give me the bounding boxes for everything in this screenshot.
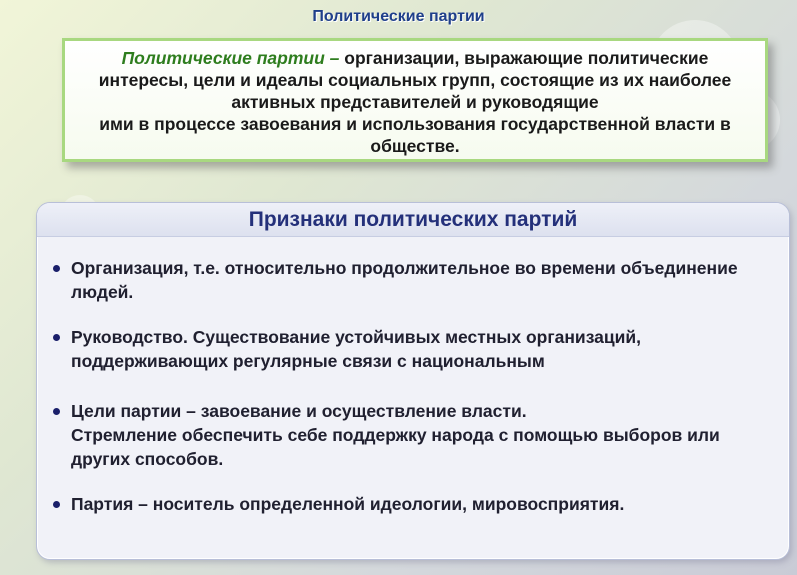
features-panel [36, 202, 790, 560]
feature-line: людей. [71, 282, 134, 302]
feature-item [51, 256, 771, 304]
definition-box [62, 38, 768, 162]
feature-line: поддерживающих регулярные связи с национальным [71, 351, 545, 371]
features-heading: Признаки политических партий [37, 203, 789, 237]
feature-text [71, 399, 771, 471]
definition-line: активных представителей и руководящие [231, 92, 599, 112]
bullet-icon [53, 408, 60, 415]
feature-item [51, 399, 771, 471]
bullet-icon [53, 334, 60, 341]
feature-item [51, 492, 771, 516]
feature-text [71, 325, 771, 373]
feature-line: Стремление обеспечить себе поддержку народа с помощью выборов или [71, 425, 720, 445]
feature-line: Организация, т.е. относительно продолжительное во времени объединение [71, 258, 738, 278]
definition-line: интересы, цели и идеалы социальных групп, состоящие из их наиболее [98, 70, 732, 90]
page-title: Политические партии [312, 8, 485, 25]
feature-line: Цели партии – завоевание и осуществление власти. [71, 401, 527, 421]
definition-line: ими в процессе завоевания и использования государственной власти в [99, 114, 731, 134]
bullet-icon [53, 501, 60, 508]
feature-line: Руководство. Существование устойчивых местных организаций, [71, 327, 642, 347]
feature-text [71, 256, 771, 304]
bullet-icon [53, 265, 60, 272]
definition-term: Политические партии – [121, 48, 340, 68]
feature-line: Партия – носитель определенной идеологии, мировосприятия. [71, 494, 625, 514]
feature-item [51, 325, 771, 373]
feature-text [71, 492, 771, 516]
definition-line: обществе. [370, 136, 460, 156]
feature-line: других способов. [71, 449, 224, 469]
definition-line: организации, выражающие политические [339, 48, 709, 68]
